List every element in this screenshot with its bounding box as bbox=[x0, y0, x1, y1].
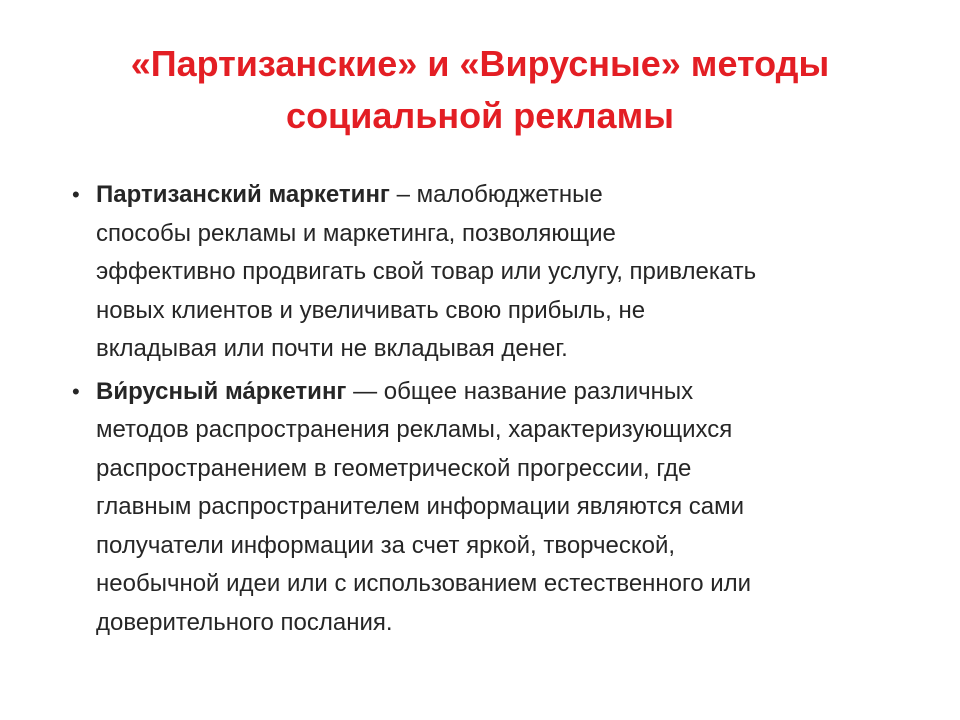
definition-line: новых клиентов и увеличивать свою прибыль, не bbox=[96, 296, 646, 324]
definition-line: главным распространителем информации являются сами bbox=[96, 493, 745, 520]
definition-line: вкладывая или почти не вкладывая денег. bbox=[96, 335, 568, 362]
definition-text: — общее название различных bbox=[346, 377, 694, 405]
term-guerrilla-marketing: Партизанский маркетинг bbox=[96, 181, 390, 208]
bullet-icon: • bbox=[72, 182, 80, 207]
definition-text: – малобюджетные bbox=[389, 181, 603, 208]
term-viral-marketing: Ви́русный ма́ркетинг bbox=[96, 377, 347, 405]
bullet-item-viral-marketing bbox=[72, 373, 926, 643]
definition-line: доверительного послания. bbox=[96, 608, 393, 636]
slide-title bbox=[60, 38, 900, 142]
bullet-list bbox=[72, 176, 926, 646]
slide-title-line-2: социальной рекламы bbox=[286, 95, 674, 136]
bullet-line bbox=[96, 373, 926, 412]
bullet-line bbox=[96, 176, 926, 215]
definition-line: методов распространения рекламы, характеризующихся bbox=[96, 416, 733, 443]
definition-line: необычной идеи или с использованием естественного или bbox=[96, 570, 752, 597]
slide-title-line-1: «Партизанские» и «Вирусные» методы bbox=[130, 43, 830, 84]
definition-line: распространением в геометрической прогрессии, где bbox=[96, 454, 692, 482]
bullet-item-guerrilla-marketing bbox=[72, 176, 926, 369]
definition-line: способы рекламы и маркетинга, позволяющие bbox=[96, 219, 616, 247]
definition-line: получатели информации за счет яркой, творческой, bbox=[96, 531, 676, 559]
definition-line: эффективно продвигать свой товар или услугу, привлекать bbox=[96, 258, 757, 285]
bullet-icon: • bbox=[72, 378, 80, 404]
